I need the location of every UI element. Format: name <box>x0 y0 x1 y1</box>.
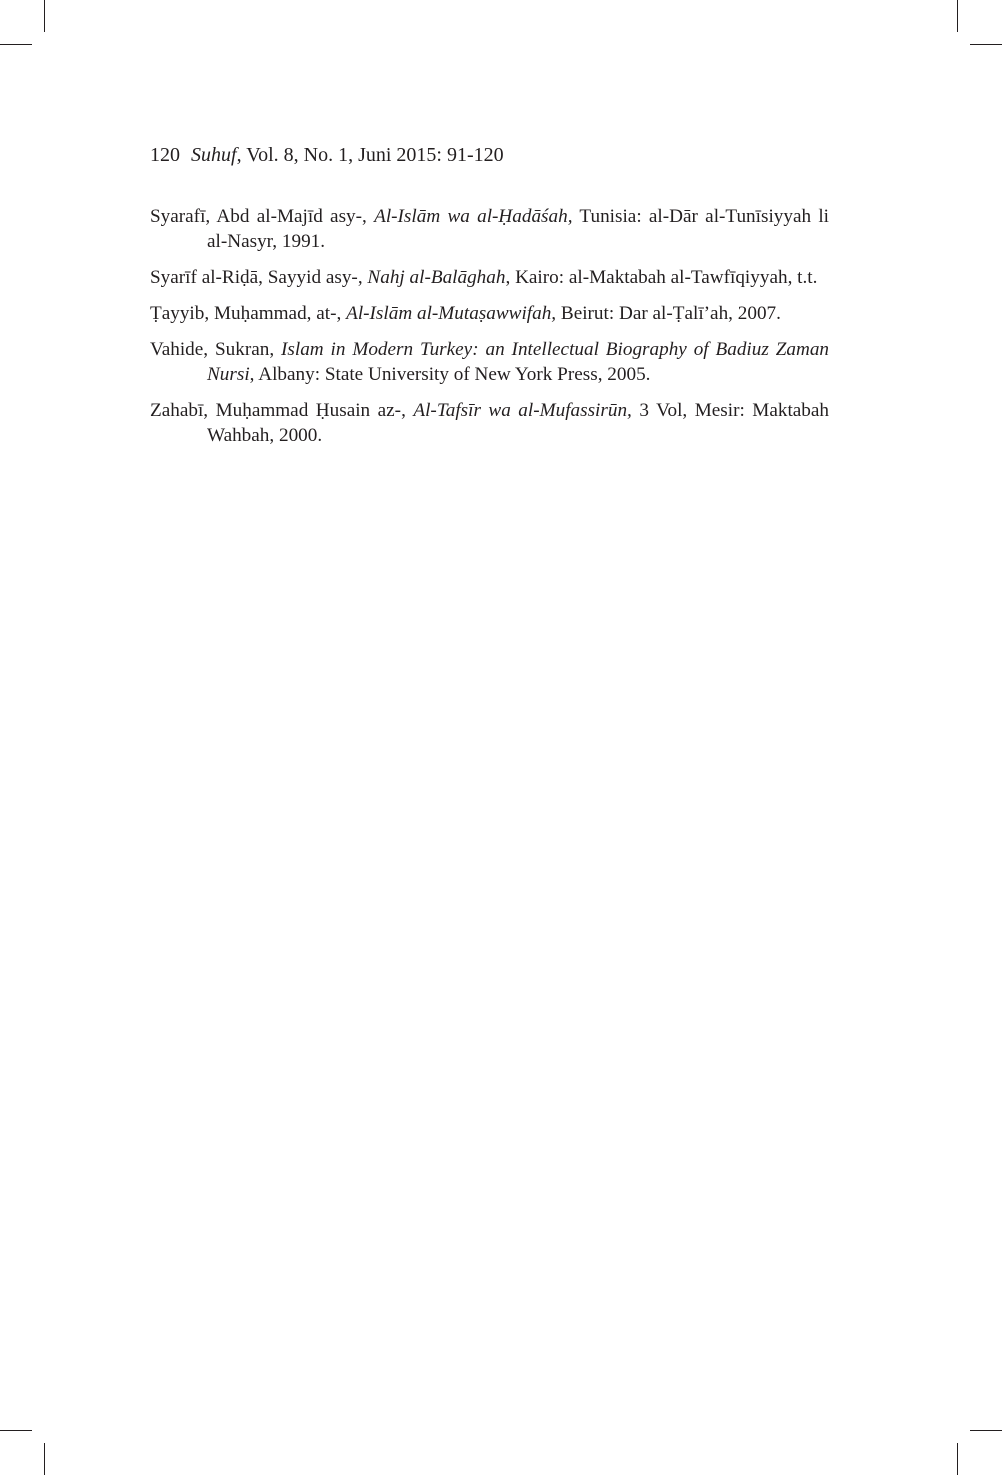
reference-author: Ṭayyib, Muḥammad, at-, <box>150 303 347 324</box>
reference-author: Syarafī, Abd al-Majīd asy-, <box>150 206 375 227</box>
running-header <box>150 141 504 169</box>
reference-author: Vahide, Sukran, <box>150 339 282 360</box>
reference-entry <box>150 398 829 448</box>
reference-entry <box>150 204 829 254</box>
crop-mark-bottom-right-vertical <box>957 1443 958 1475</box>
reference-entry <box>150 265 829 290</box>
page-number: 120 <box>150 144 180 166</box>
reference-author: Zahabī, Muḥammad Ḥusain az-, <box>150 400 414 421</box>
crop-mark-top-right-horizontal <box>970 44 1002 45</box>
reference-publication: Beirut: Dar al-Ṭalī’ah, 2007. <box>556 303 781 324</box>
journal-title: Suhuf <box>191 144 237 166</box>
reference-title: Nahj al-Balāghah <box>367 267 506 288</box>
crop-mark-top-right-vertical <box>957 0 958 32</box>
reference-entry <box>150 301 829 326</box>
reference-author: Syarīf al-Riḍā, Sayyid asy-, <box>150 267 368 288</box>
bibliography-list <box>150 204 829 459</box>
reference-publication: , Kairo: al-Maktabah al-Tawfīqiyyah, t.t. <box>505 267 818 288</box>
reference-title: Al-Islām al-Mutaṣawwifah, <box>346 303 557 324</box>
reference-entry <box>150 337 829 387</box>
crop-mark-bottom-left-horizontal <box>0 1430 32 1431</box>
reference-publication: 3 Vol, Mesir: Maktabah Wahbah, 2000. <box>207 400 830 446</box>
crop-mark-bottom-right-horizontal <box>970 1430 1002 1431</box>
crop-mark-top-left-vertical <box>44 0 45 32</box>
reference-publication: , Albany: State University of New York Press, 2005. <box>249 364 651 385</box>
reference-title: Islam in Modern Turkey: an Intellectual Biography of Badiuz Zaman Nursi <box>207 339 830 385</box>
crop-mark-bottom-left-vertical <box>44 1443 45 1475</box>
reference-publication: Tunisia: al-Dār al-Tunīsiyyah li al-Nasyr, 1991. <box>207 206 830 252</box>
reference-title: Al-Tafsīr wa al-Mufassirūn, <box>413 400 632 421</box>
journal-citation: , Vol. 8, No. 1, Juni 2015: 91-120 <box>236 144 504 166</box>
reference-title: Al-Islām wa al-Ḥadāśah, <box>374 206 573 227</box>
crop-mark-top-left-horizontal <box>0 44 32 45</box>
